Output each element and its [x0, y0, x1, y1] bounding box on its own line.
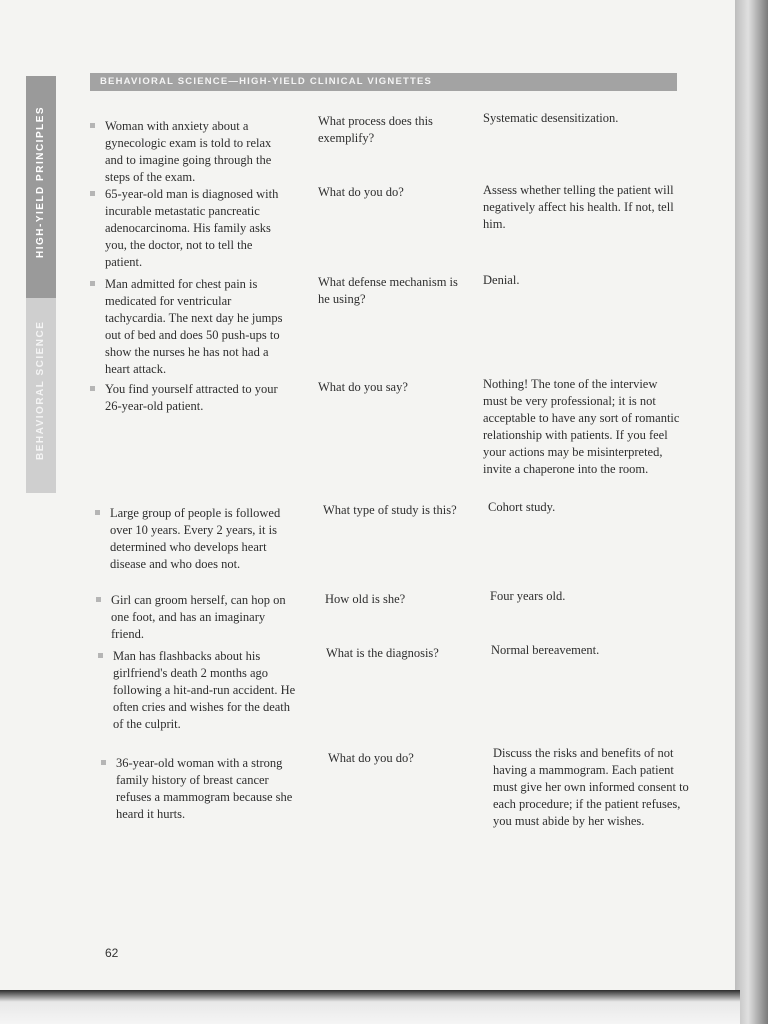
vignette-question: What is the diagnosis? — [326, 646, 439, 660]
bullet-icon — [90, 191, 95, 196]
vignette-scenario: Large group of people is followed over 10 years. Every 2 years, it is determined who develops heart disease and who does not. — [110, 505, 295, 573]
bullet-icon — [90, 281, 95, 286]
bullet-icon — [101, 760, 106, 765]
section-header-title: BEHAVIORAL SCIENCE—HIGH-YIELD CLINICAL VIGNETTES — [100, 76, 433, 87]
vignette-scenario: 36-year-old woman with a strong family history of breast cancer refuses a mammogram because she heard it hurts. — [116, 755, 301, 823]
vignette-answer: Discuss the risks and benefits of not having a mammogram. Each patient must give her own informed consent to each procedure; if the patient refuses, you must abide by her wishes. — [493, 746, 689, 828]
side-tab-label-bottom: BEHAVIORAL SCIENCE — [35, 320, 46, 460]
vignette-question: What type of study is this? — [323, 503, 457, 517]
vignette-answer: Systematic desensitization. — [483, 111, 619, 125]
vignette-scenario: You find yourself attracted to your 26-year-old patient. — [105, 381, 290, 415]
bullet-icon — [90, 386, 95, 391]
vignette-answer: Normal bereavement. — [491, 643, 600, 657]
vignette-question: What do you do? — [328, 751, 414, 765]
vignette-question: How old is she? — [325, 592, 406, 606]
page-edge-shadow — [735, 0, 768, 1024]
bullet-icon — [95, 510, 100, 515]
bullet-icon — [90, 123, 95, 128]
side-tab-label-top: HIGH-YIELD PRINCIPLES — [35, 105, 46, 258]
vignette-answer: Cohort study. — [488, 500, 556, 514]
vignette-scenario: Man has flashbacks about his girlfriend's death 2 months ago following a hit-and-run accident. He often cries and wishes for the death of the culprit. — [113, 648, 298, 733]
page-bottom-edge — [0, 990, 740, 1024]
vignette-answer: Four years old. — [490, 589, 566, 603]
vignette-answer: Nothing! The tone of the interview must be very professional; it is not acceptable to have any sort of romantic relationship with patients. If you feel your actions may be misinterpreted, invite a chaperone into the room. — [483, 377, 680, 476]
vignette-scenario: Woman with anxiety about a gynecologic exam is told to relax and to imagine going through the steps of the exam. — [105, 118, 290, 186]
vignette-question: What do you do? — [318, 185, 404, 199]
vignette-scenario: 65-year-old man is diagnosed with incurable metastatic pancreatic adenocarcinoma. His family asks you, the doctor, not to tell the patient. — [105, 186, 290, 271]
section-header-bar — [90, 73, 677, 91]
vignette-scenario: Girl can groom herself, can hop on one foot, and has an imaginary friend. — [111, 592, 296, 643]
vignette-answer: Assess whether telling the patient will negatively affect his health. If not, tell him. — [483, 183, 674, 231]
vignette-answer: Denial. — [483, 273, 520, 287]
vignette-question: What do you say? — [318, 380, 408, 394]
vignette-question: What defense mechanism is he using? — [318, 275, 458, 306]
bullet-icon — [96, 597, 101, 602]
vignette-question: What process does this exemplify? — [318, 114, 433, 145]
page-number: 62 — [105, 946, 119, 960]
bullet-icon — [98, 653, 103, 658]
vignette-scenario: Man admitted for chest pain is medicated for ventricular tachycardia. The next day he jumps out of bed and does 50 push-ups to show the nurses he has not had a heart attack. — [105, 276, 290, 378]
